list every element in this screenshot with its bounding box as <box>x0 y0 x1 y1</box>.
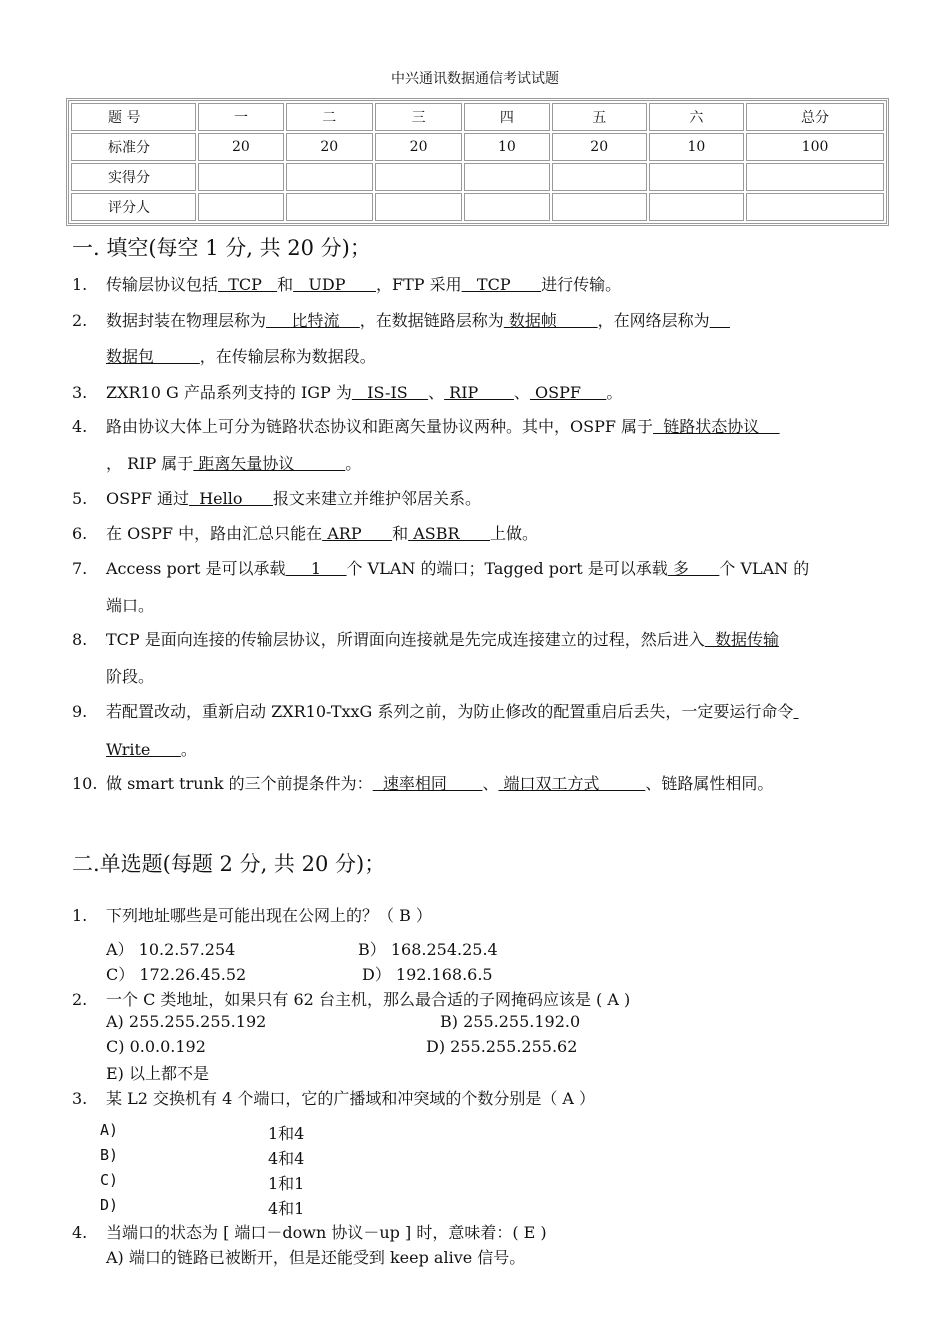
score-cell: 总分 <box>746 103 884 131</box>
answer: 比特流 <box>266 311 360 330</box>
answer: Write <box>106 740 181 759</box>
option-value: 1和4 <box>268 1124 305 1143</box>
score-cell: 10 <box>649 133 744 161</box>
answer: RIP <box>444 383 514 402</box>
fill-question-3: 3. ZXR10 G 产品系列支持的 IGP 为 IS-IS 、 RIP 、 OSPF 。 <box>72 383 623 402</box>
score-table-row <box>71 133 884 161</box>
score-cell: 20 <box>198 133 283 161</box>
fill-question-6: 6. 在 OSPF 中，路由汇总只能在 ARP 和 ASBR 上做。 <box>72 524 539 543</box>
option-value: 4和4 <box>268 1149 305 1168</box>
answer: TCP <box>218 275 278 294</box>
score-cell <box>746 193 884 221</box>
score-cell: 10 <box>464 133 549 161</box>
score-row-header: 标准分 <box>71 133 196 161</box>
score-cell <box>375 163 462 191</box>
score-cell: 20 <box>375 133 462 161</box>
score-cell: 二 <box>286 103 373 131</box>
option-c: C) 0.0.0.192 <box>106 1037 206 1056</box>
answer: 速率相同 <box>372 774 483 793</box>
answer: UDP <box>293 275 376 294</box>
option-b: B) 255.255.192.0 <box>440 1012 581 1031</box>
score-row-header: 实得分 <box>71 163 196 191</box>
score-cell: 20 <box>286 133 373 161</box>
score-row-header: 题 号 <box>71 103 196 131</box>
option-d: D） 192.168.6.5 <box>362 965 493 984</box>
doc-title: 中兴通讯数据通信考试试题 <box>391 71 559 87</box>
choice-question-4: 4. 当端口的状态为 [ 端口－down 协议－up ] 时，意味着：( E ) <box>72 1223 547 1242</box>
answer: 数据包 <box>106 347 200 366</box>
option-d: D) 255.255.255.62 <box>426 1037 578 1056</box>
score-cell: 20 <box>552 133 647 161</box>
score-table-row <box>71 193 884 221</box>
answer: 数据传输 <box>704 630 779 649</box>
score-cell: 100 <box>746 133 884 161</box>
score-cell: 一 <box>198 103 283 131</box>
fill-question-1: 1. 传输层协议包括 TCP 和 UDP ，FTP 采用 TCP 进行传输。 <box>72 275 622 294</box>
fill-question-7-cont: 端口。 <box>106 596 155 615</box>
answer: 距离矢量协议 <box>193 454 346 473</box>
score-cell <box>552 193 647 221</box>
fill-question-9: 9. 若配置改动，重新启动 ZXR10-TxxG 系列之前，为防止修改的配置重启后丢失，一定要运行命令 <box>72 699 799 722</box>
answer: 端口双工方式 <box>498 774 646 793</box>
option-value: 4和1 <box>268 1199 305 1218</box>
answer: ASBR <box>408 524 491 543</box>
score-table-row <box>71 163 884 191</box>
section1-heading: 一. 填空(每空 1 分, 共 20 分)； <box>72 236 371 260</box>
score-cell: 五 <box>552 103 647 131</box>
score-cell <box>375 193 462 221</box>
score-row-header: 评分人 <box>71 193 196 221</box>
option-label: B) <box>100 1146 119 1164</box>
fill-question-2: 2. 数据封装在物理层称为 比特流 ，在数据链路层称为 数据帧 ，在网络层称为 <box>72 308 730 331</box>
score-cell <box>552 163 647 191</box>
score-cell <box>198 163 283 191</box>
score-cell <box>464 193 549 221</box>
option-a: A） 10.2.57.254 <box>106 940 236 959</box>
answer: 多 <box>667 559 720 578</box>
option-b: B） 168.254.25.4 <box>358 940 498 959</box>
score-cell <box>746 163 884 191</box>
answer: ARP <box>322 524 393 543</box>
answer: IS-IS <box>351 383 429 402</box>
fill-question-4: 4. 路由协议大体上可分为链路状态协议和距离矢量协议两种。其中，OSPF 属于 链路状态协议 <box>72 417 780 436</box>
option-label: C) <box>100 1171 119 1189</box>
score-cell <box>649 193 744 221</box>
fill-question-7: 7. Access port 是可以承载 1 个 VLAN 的端口；Tagged port 是可以承载 多 个 VLAN 的 <box>72 559 810 578</box>
option-a: A) 255.255.255.192 <box>106 1012 267 1031</box>
choice-question-3: 3. 某 L2 交换机有 4 个端口，它的广播域和冲突域的个数分别是（ A ） <box>72 1089 596 1108</box>
answer <box>710 311 730 330</box>
option-e: E) 以上都不是 <box>106 1064 210 1083</box>
option-label: A) <box>100 1121 119 1139</box>
answer: OSPF <box>529 383 607 402</box>
section2-heading: 二.单选题(每题 2 分, 共 20 分)； <box>72 852 386 876</box>
score-cell <box>286 193 373 221</box>
fill-question-4-cont: ， RIP 属于 距离矢量协议 。 <box>106 454 362 473</box>
fill-question-10: 10. 做 smart trunk 的三个前提条件为： 速率相同 、 端口双工方式 、链路属性相同。 <box>72 774 774 793</box>
answer: TCP <box>461 275 542 294</box>
fill-question-9-cont: Write 。 <box>106 740 197 759</box>
fill-question-2-cont: 数据包 ，在传输层称为数据段。 <box>106 347 376 366</box>
answer <box>793 702 798 721</box>
answer: 链路状态协议 <box>653 417 780 436</box>
choice-question-1: 1. 下列地址哪些是可能出现在公网上的？（ B ） <box>72 906 432 925</box>
score-table-row <box>71 103 884 131</box>
option-value: 1和1 <box>268 1174 305 1193</box>
fill-question-8-cont: 阶段。 <box>106 667 155 686</box>
score-cell <box>464 163 549 191</box>
score-table <box>66 98 889 226</box>
score-cell <box>198 193 283 221</box>
score-cell <box>286 163 373 191</box>
fill-question-5: 5. OSPF 通过 Hello 报文来建立并维护邻居关系。 <box>72 489 482 508</box>
score-cell <box>649 163 744 191</box>
answer: 数据帧 <box>503 311 598 330</box>
score-cell: 四 <box>464 103 549 131</box>
score-cell: 六 <box>649 103 744 131</box>
answer: 1 <box>285 559 347 578</box>
fill-question-8: 8. TCP 是面向连接的传输层协议，所谓面向连接就是先完成连接建立的过程，然后进入 数据传输 <box>72 630 779 649</box>
option-label: D) <box>100 1196 119 1214</box>
option-c: C） 172.26.45.52 <box>106 965 247 984</box>
choice-question-2: 2. 一个 C 类地址，如果只有 62 台主机，那么最合适的子网掩码应该是 ( A ) <box>72 990 631 1009</box>
answer: Hello <box>189 489 274 508</box>
option-a: A) 端口的链路已被断开，但是还能受到 keep alive 信号。 <box>106 1248 526 1267</box>
score-cell: 三 <box>375 103 462 131</box>
